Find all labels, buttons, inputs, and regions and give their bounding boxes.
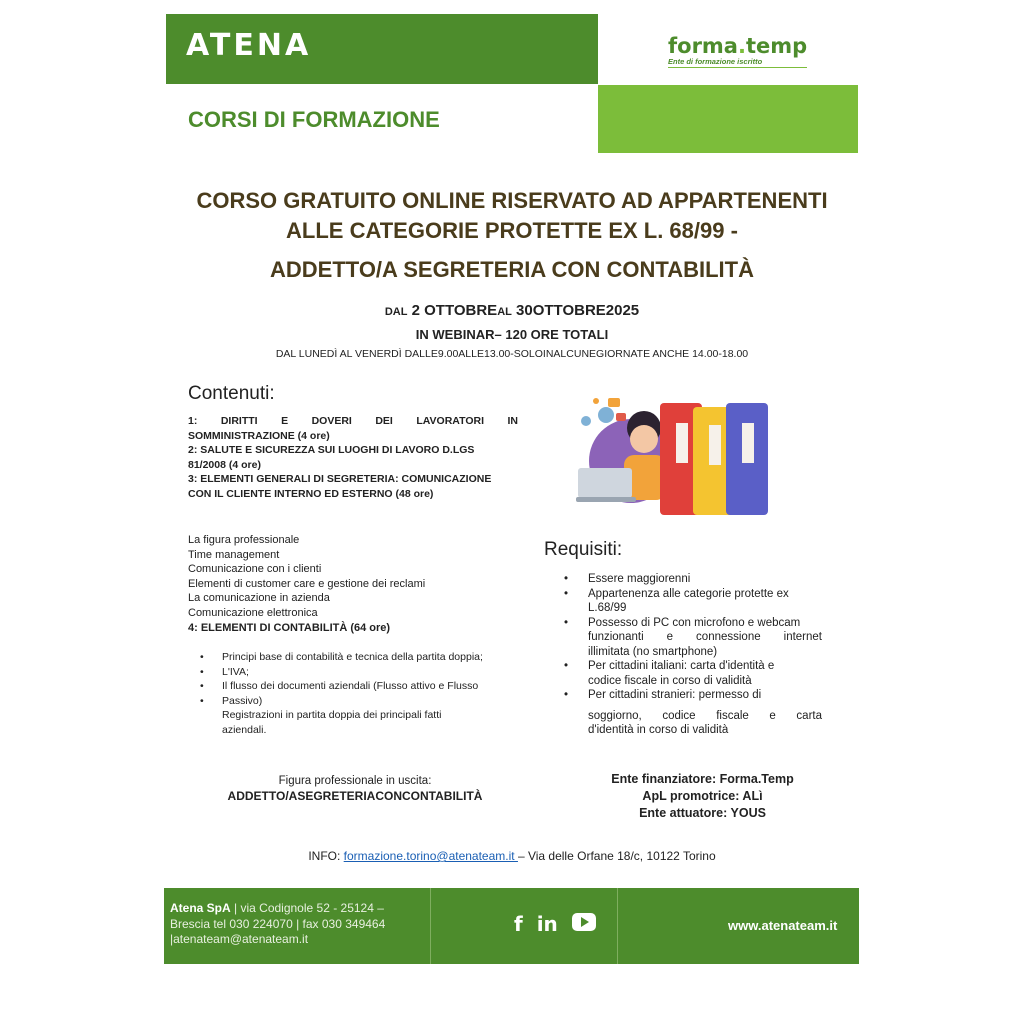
module-4: 4: ELEMENTI DI CONTABILITÀ (64 ore) [188,621,391,634]
footer-divider [430,888,431,964]
module-2-cont: 81/2008 (4 ore) [188,458,261,471]
list-item-cont: aziendali. [222,723,267,736]
header-accent-block [598,85,858,153]
list-item: • Per cittadini italiani: carta d'identità e codice fiscale in corso di validità [564,660,775,687]
office-illustration [576,393,786,528]
list-item: Comunicazione con i clienti [188,563,322,576]
section-subtitle: CORSI DI FORMAZIONE [188,107,440,132]
contenuti-heading: Contenuti: [188,383,275,404]
modules-list [188,414,518,501]
youtube-icon[interactable] [572,913,596,936]
social-links [514,912,596,936]
list-item: La comunicazione in azienda [188,592,330,605]
requirements-list [562,572,822,738]
module-1-cont: SOMMINISTRAZIONE (4 ore) [188,429,330,442]
list-item: • Possesso di PC con microfono e webcam funzionanti e connessione internet illimitata (no smartphone) [564,616,822,658]
footer-address: Atena SpA | via Codignole 52 - 25124 – Brescia tel 030 224070 | fax 030 349464 |atenateam@atenateam.it [170,901,386,946]
info-line: INFO: formazione.torino@atenateam.it – Via delle Orfane 18/c, 10122 Torino [308,849,716,863]
footer-divider [617,888,618,964]
funding-info: Ente finanziatore: Forma.Temp ApL promotrice: ALì Ente attuatore: YOUS [611,772,794,820]
webinar-hours: IN WEBINAR– 120 ORE TOTALI [415,327,609,342]
accounting-topics [196,650,526,738]
list-item: La figura professionale [188,534,300,546]
course-dates: DAL 2 OTTOBREAL 30OTTOBRE2025 [384,302,640,319]
weekly-schedule: DAL LUNEDÌ AL VENERDÌ DALLE9.00ALLE13.00-SOLOINALCUNEGIORNATE ANCHE 14.00-18.00 [275,348,749,360]
list-item-cont: Registrazioni in partita doppia dei principali fatti [222,709,442,722]
module-1: 1: DIRITTI E DOVERI DEI LAVORATORI IN [188,415,518,427]
list-item: Comunicazione elettronica [188,606,318,619]
list-item: • Il flusso dei documenti aziendali (Flusso attivo e Flusso [200,680,479,693]
course-title: CORSO GRATUITO ONLINE RISERVATO AD APPARTENENTI ALLE CATEGORIE PROTETTE EX L. 68/99 - [196,188,828,243]
list-item: Elementi di customer care e gestione dei reclami [188,577,426,590]
module-3: 3: ELEMENTI GENERALI DI SEGRETERIA: COMUNICAZIONE [188,473,492,485]
module-2: 2: SALUTE E SICUREZZA SUI LUOGHI DI LAVORO D.LGS [188,444,475,456]
list-item: • Per cittadini stranieri: permesso di soggiorno, codice fiscale e carta d'identità in corso di validità [564,689,822,736]
list-item: Time management [188,548,280,561]
formatemp-logo: forma.temp Ente di formazione iscritto [668,34,808,66]
email-link[interactable]: formazione.torino@atenateam.it [343,849,518,863]
output-profile: Figura professionale in uscita: ADDETTO/ASEGRETERIACONCONTABILITÀ [227,775,483,803]
list-item: • L'IVA; [200,665,249,678]
list-item: • Appartenenza alle categorie protette ex L.68/99 [564,587,789,614]
list-item: • Principi base di contabilità e tecnica della partita doppia; [200,651,483,663]
brand-logo: ATENA [186,28,312,63]
binders-illustration [576,393,786,523]
linkedin-icon[interactable]: in [536,912,558,936]
list-item: • Passivo) [200,694,263,707]
secretarial-topics [188,533,425,635]
module-3-cont: CON IL CLIENTE INTERNO ED ESTERNO (48 ore) [188,487,434,500]
facebook-icon[interactable]: f [514,912,523,936]
list-item: • Essere maggiorenni [564,573,691,585]
website-link[interactable]: www.atenateam.it [728,918,838,933]
course-profile-title: ADDETTO/A SEGRETERIA CON CONTABILITÀ [270,257,754,282]
requisiti-heading: Requisiti: [544,539,623,560]
